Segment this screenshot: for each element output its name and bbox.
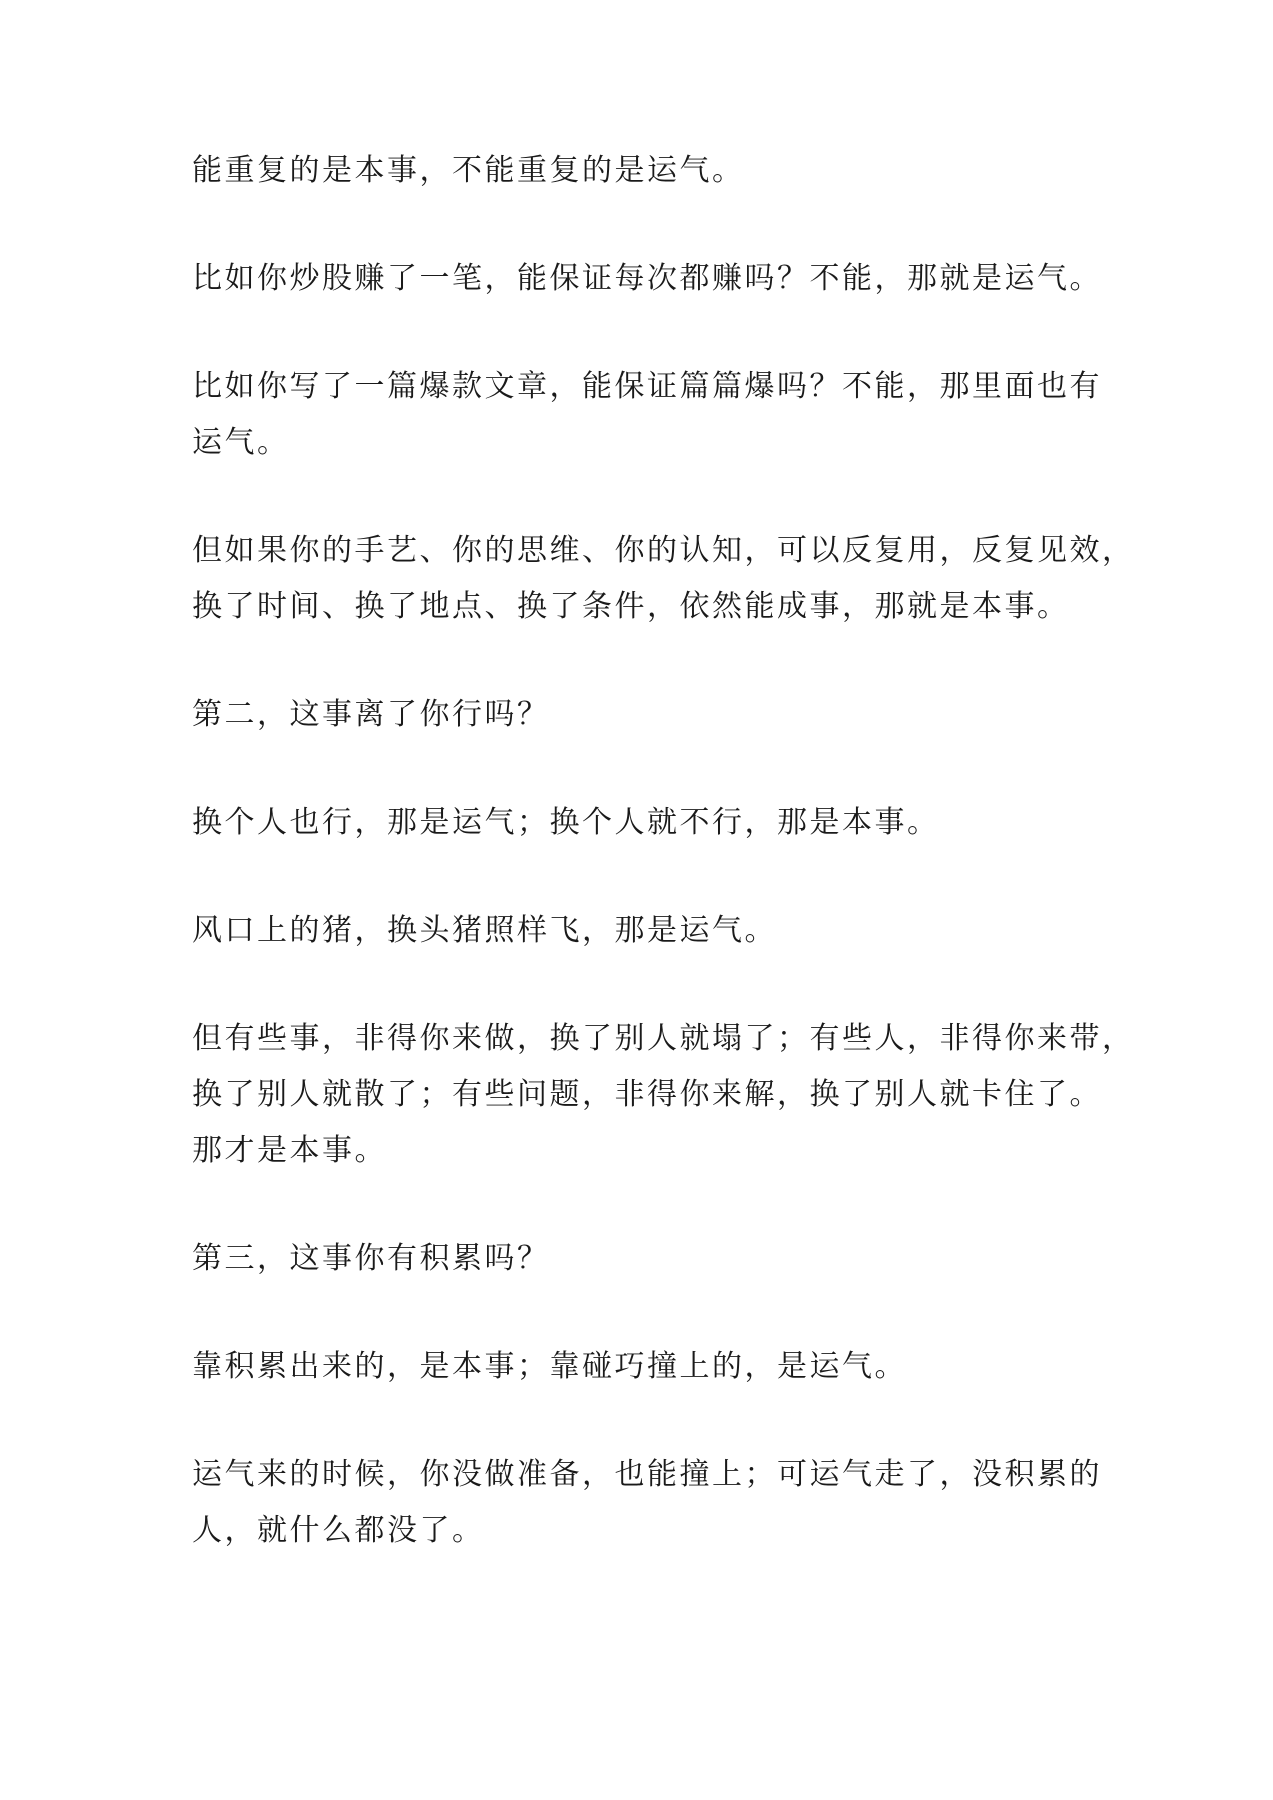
text-line: 但有些事，非得你来做，换了别人就塌了；有些人，非得你来带， — [192, 1021, 1135, 1056]
text-line: 运气来的时候，你没做准备，也能撞上；可运气走了，没积累的 — [192, 1457, 1102, 1492]
section-heading-second — [192, 687, 1092, 743]
text-line: 第二，这事离了你行吗？ — [192, 697, 550, 732]
text-line: 换个人也行，那是运气；换个人就不行，那是本事。 — [192, 805, 940, 840]
text-line: 靠积累出来的，是本事；靠碰巧撞上的，是运气。 — [192, 1349, 907, 1384]
text-line: 换了时间、换了地点、换了条件，依然能成事，那就是本事。 — [192, 589, 1070, 624]
paragraph-10 — [192, 1339, 1092, 1395]
document-body — [192, 143, 1135, 1611]
text-line: 那才是本事。 — [192, 1133, 387, 1168]
paragraph-11 — [192, 1447, 1102, 1559]
text-line: 换了别人就散了；有些问题，非得你来解，换了别人就卡住了。 — [192, 1077, 1102, 1112]
paragraph-8 — [192, 1011, 1135, 1179]
paragraph-2 — [192, 251, 1102, 307]
paragraph-3 — [192, 359, 1102, 471]
text-line: 风口上的猪，换头猪照样飞，那是运气。 — [192, 913, 777, 948]
paragraph-1 — [192, 143, 1092, 199]
text-line: 但如果你的手艺、你的思维、你的认知，可以反复用，反复见效， — [192, 533, 1135, 568]
text-line: 比如你写了一篇爆款文章，能保证篇篇爆吗？不能，那里面也有 — [192, 369, 1102, 404]
text-line: 运气。 — [192, 425, 290, 460]
section-heading-third — [192, 1231, 1092, 1287]
paragraph-4 — [192, 523, 1135, 635]
paragraph-7 — [192, 903, 1092, 959]
text-line: 能重复的是本事，不能重复的是运气。 — [192, 153, 745, 188]
text-line: 比如你炒股赚了一笔，能保证每次都赚吗？不能，那就是运气。 — [192, 261, 1102, 296]
text-line: 人，就什么都没了。 — [192, 1513, 485, 1548]
text-line: 第三，这事你有积累吗？ — [192, 1241, 550, 1276]
paragraph-6 — [192, 795, 1092, 851]
